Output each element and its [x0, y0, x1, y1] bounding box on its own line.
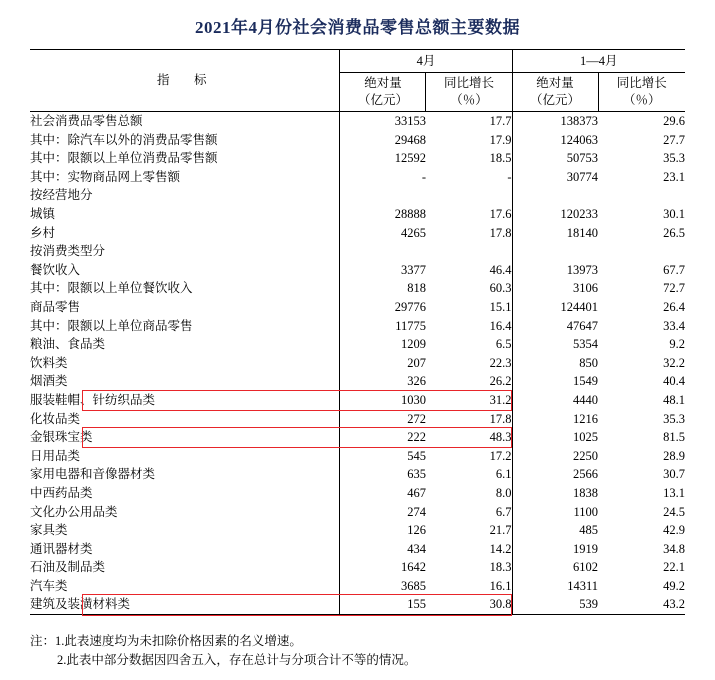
row-cumulative-absolute: 4440	[573, 392, 598, 407]
row-cumulative-absolute: 1549	[573, 374, 598, 389]
table-row	[30, 242, 685, 261]
row-month-absolute: 272	[407, 411, 426, 426]
row-month-absolute: 207	[407, 355, 426, 370]
row-cumulative-absolute: 1100	[573, 504, 598, 519]
table-row	[30, 595, 685, 614]
row-month-growth: 26.2	[426, 372, 512, 391]
row-cumulative-growth: 26.5	[663, 225, 686, 240]
row-month-absolute: 4265	[400, 225, 426, 240]
row-cumulative-growth: 35.3	[663, 151, 686, 166]
row-month-growth: 22.3	[426, 354, 512, 373]
row-month-absolute: 467	[407, 485, 426, 500]
row-month-growth: -	[426, 168, 512, 187]
row-cumulative-growth: 33.4	[663, 318, 686, 333]
table-row	[30, 261, 685, 280]
row-label: 其中：限额以上单位餐饮收入	[30, 279, 340, 298]
row-cumulative-absolute: 5354	[573, 337, 598, 352]
row-month-absolute: 635	[407, 467, 426, 482]
row-label: 商品零售	[30, 298, 340, 317]
table-row	[30, 521, 685, 540]
row-month-absolute: 1642	[400, 560, 426, 575]
table-row	[30, 372, 685, 391]
table-row	[30, 149, 685, 168]
row-month-growth: 17.9	[426, 131, 512, 150]
row-month-absolute: 28888	[394, 207, 426, 222]
row-cumulative-growth: 24.5	[663, 504, 686, 519]
row-label: 饮料类	[30, 354, 340, 373]
row-cumulative-growth: 30.7	[663, 467, 686, 482]
row-month-absolute: 126	[407, 523, 426, 538]
row-month-growth	[426, 242, 512, 261]
table-body	[30, 112, 685, 615]
table-row	[30, 540, 685, 559]
row-label: 石油及制品类	[30, 558, 340, 577]
row-month-growth: 17.7	[426, 112, 512, 131]
row-cumulative-absolute: 539	[579, 597, 598, 612]
row-label: 中西药品类	[30, 484, 340, 503]
row-cumulative-absolute: 1216	[573, 411, 598, 426]
header-group-cumulative: 1—4月	[512, 50, 685, 73]
row-cumulative-growth: 29.6	[663, 114, 686, 129]
row-month-growth: 17.8	[426, 410, 512, 429]
row-month-absolute: 326	[407, 374, 426, 389]
row-month-absolute: 1030	[400, 392, 426, 407]
table-row	[30, 391, 685, 410]
row-cumulative-growth: 32.2	[663, 355, 686, 370]
header-cumulative-absolute	[512, 73, 598, 112]
header-cumulative-growth-line2: （％）	[623, 93, 661, 107]
header-cumulative-growth	[598, 73, 685, 112]
header-indicator: 指 标	[30, 50, 340, 112]
row-month-growth: 18.3	[426, 558, 512, 577]
row-label: 按经营地分	[30, 186, 340, 205]
row-month-absolute: 3377	[400, 262, 426, 277]
row-month-growth: 17.6	[426, 205, 512, 224]
row-cumulative-absolute: 6102	[573, 560, 598, 575]
row-cumulative-growth: 28.9	[663, 448, 686, 463]
table-row	[30, 335, 685, 354]
row-month-growth: 16.4	[426, 317, 512, 336]
row-cumulative-absolute: 1838	[573, 485, 598, 500]
row-cumulative-absolute: 2566	[573, 467, 598, 482]
header-month-absolute-line2: （亿元）	[357, 93, 408, 107]
row-month-growth: 6.5	[426, 335, 512, 354]
header-cumulative-growth-line1: 同比增长	[616, 76, 667, 91]
table-row	[30, 428, 685, 447]
row-label: 金银珠宝类	[30, 428, 340, 447]
row-month-absolute: 274	[407, 504, 426, 519]
row-month-absolute: 11775	[395, 318, 426, 333]
header-month-absolute	[340, 73, 426, 112]
row-month-growth: 14.2	[426, 540, 512, 559]
row-month-growth: 30.8	[426, 595, 512, 614]
row-label: 乡村	[30, 224, 340, 243]
table-notes	[30, 628, 685, 671]
table-row	[30, 502, 685, 521]
table-row	[30, 447, 685, 466]
row-label: 其中：限额以上单位商品零售	[30, 317, 340, 336]
row-cumulative-absolute: 18140	[566, 225, 598, 240]
row-month-growth: 15.1	[426, 298, 512, 317]
row-month-growth: 8.0	[426, 484, 512, 503]
row-cumulative-growth: 48.1	[663, 392, 686, 407]
row-label: 文化办公用品类	[30, 502, 340, 521]
header-month-absolute-line1: 绝对量	[364, 76, 402, 91]
note-1: 注：1.此表速度均为未扣除价格因素的名义增速。	[30, 633, 302, 648]
row-cumulative-absolute: 13973	[566, 262, 598, 277]
row-label: 其中：除汽车以外的消费品零售额	[30, 131, 340, 150]
row-label: 粮油、食品类	[30, 335, 340, 354]
table-row	[30, 224, 685, 243]
row-cumulative-absolute: 3106	[573, 281, 598, 296]
table-row	[30, 317, 685, 336]
row-cumulative-growth: 26.4	[663, 299, 686, 314]
row-cumulative-growth: 49.2	[663, 578, 686, 593]
row-cumulative-absolute: 50753	[566, 151, 598, 166]
row-label: 日用品类	[30, 447, 340, 466]
page-title: 2021年4月份社会消费品零售总额主要数据	[195, 18, 520, 37]
header-month-growth-line2: （％）	[450, 93, 488, 107]
row-cumulative-growth	[598, 186, 685, 205]
table-row	[30, 112, 685, 131]
row-cumulative-absolute: 485	[579, 523, 598, 538]
row-month-absolute: 222	[407, 430, 426, 445]
row-month-absolute: 1209	[400, 337, 426, 352]
row-cumulative-growth: 35.3	[663, 411, 686, 426]
row-month-growth: 48.3	[426, 428, 512, 447]
row-cumulative-absolute: 30774	[566, 169, 598, 184]
row-month-absolute: 33153	[394, 114, 426, 129]
row-cumulative-growth: 67.7	[663, 262, 686, 277]
header-month-growth-line1: 同比增长	[443, 76, 494, 91]
row-cumulative-growth: 42.9	[663, 523, 686, 538]
table-row	[30, 558, 685, 577]
table-row	[30, 577, 685, 596]
row-month-growth: 31.2	[426, 391, 512, 410]
row-cumulative-absolute: 120233	[560, 207, 598, 222]
row-cumulative-growth: 9.2	[669, 337, 686, 352]
table-row	[30, 354, 685, 373]
row-label: 通讯器材类	[30, 540, 340, 559]
row-cumulative-absolute	[512, 242, 598, 261]
row-month-growth: 21.7	[426, 521, 512, 540]
header-month-growth	[426, 73, 512, 112]
row-cumulative-absolute: 14311	[567, 578, 598, 593]
row-cumulative-absolute	[512, 186, 598, 205]
row-cumulative-absolute: 1919	[573, 541, 598, 556]
row-cumulative-absolute: 47647	[566, 318, 598, 333]
row-cumulative-absolute: 850	[579, 355, 598, 370]
table-row	[30, 484, 685, 503]
row-month-absolute: 545	[407, 448, 426, 463]
row-label: 按消费类型分	[30, 242, 340, 261]
row-month-growth: 18.5	[426, 149, 512, 168]
table-header-group-row	[30, 50, 685, 73]
row-month-absolute: -	[421, 169, 426, 184]
row-month-growth	[426, 186, 512, 205]
row-label: 服装鞋帽、针纺织品类	[30, 391, 340, 410]
row-cumulative-growth	[598, 242, 685, 261]
row-cumulative-growth: 81.5	[663, 430, 686, 445]
row-month-absolute	[340, 242, 426, 261]
table-row	[30, 186, 685, 205]
row-month-absolute: 29468	[394, 132, 426, 147]
row-month-absolute: 155	[407, 597, 426, 612]
row-label: 烟酒类	[30, 372, 340, 391]
row-label: 其中：限额以上单位消费品零售额	[30, 149, 340, 168]
row-month-growth: 6.7	[426, 502, 512, 521]
table-row	[30, 298, 685, 317]
row-cumulative-growth: 40.4	[663, 374, 686, 389]
row-label: 家用电器和音像器材类	[30, 465, 340, 484]
row-label: 餐饮收入	[30, 261, 340, 280]
row-cumulative-absolute: 124063	[560, 132, 598, 147]
row-label: 其中：实物商品网上零售额	[30, 168, 340, 187]
row-month-absolute: 12592	[394, 151, 426, 166]
table-row	[30, 168, 685, 187]
row-label: 化妆品类	[30, 410, 340, 429]
row-month-growth: 46.4	[426, 261, 512, 280]
row-month-absolute	[340, 186, 426, 205]
row-month-absolute: 818	[407, 281, 426, 296]
row-cumulative-growth: 72.7	[663, 281, 686, 296]
row-label: 建筑及装潢材料类	[30, 595, 340, 614]
row-month-absolute: 434	[407, 541, 426, 556]
row-cumulative-growth: 23.1	[663, 169, 686, 184]
row-cumulative-growth: 22.1	[663, 560, 686, 575]
row-label: 城镇	[30, 205, 340, 224]
row-label: 社会消费品零售总额	[30, 112, 340, 131]
table-bottom-rule	[30, 615, 685, 628]
note-2: 2.此表中部分数据因四舍五入，存在总计与分项合计不等的情况。	[57, 652, 417, 667]
row-month-growth: 17.8	[426, 224, 512, 243]
row-cumulative-absolute: 2250	[573, 448, 598, 463]
row-label: 家具类	[30, 521, 340, 540]
row-cumulative-growth: 27.7	[663, 132, 686, 147]
table-row	[30, 205, 685, 224]
table-row	[30, 131, 685, 150]
row-month-absolute: 29776	[394, 299, 426, 314]
row-label: 汽车类	[30, 577, 340, 596]
row-month-absolute: 3685	[400, 578, 426, 593]
row-month-growth: 16.1	[426, 577, 512, 596]
row-cumulative-growth: 30.1	[663, 207, 686, 222]
table-row	[30, 279, 685, 298]
table-row	[30, 465, 685, 484]
row-cumulative-growth: 34.8	[663, 541, 686, 556]
row-cumulative-absolute: 138373	[560, 114, 598, 129]
header-cumulative-absolute-line1: 绝对量	[536, 76, 574, 91]
table-row	[30, 410, 685, 429]
retail-sales-table	[30, 49, 685, 628]
row-month-growth: 60.3	[426, 279, 512, 298]
row-cumulative-growth: 43.2	[663, 597, 686, 612]
header-group-month: 4月	[340, 50, 512, 73]
row-cumulative-absolute: 124401	[560, 299, 598, 314]
row-month-growth: 17.2	[426, 447, 512, 466]
row-cumulative-growth: 13.1	[663, 485, 686, 500]
header-cumulative-absolute-line2: （亿元）	[529, 93, 580, 107]
row-month-growth: 6.1	[426, 465, 512, 484]
row-cumulative-absolute: 1025	[573, 430, 598, 445]
